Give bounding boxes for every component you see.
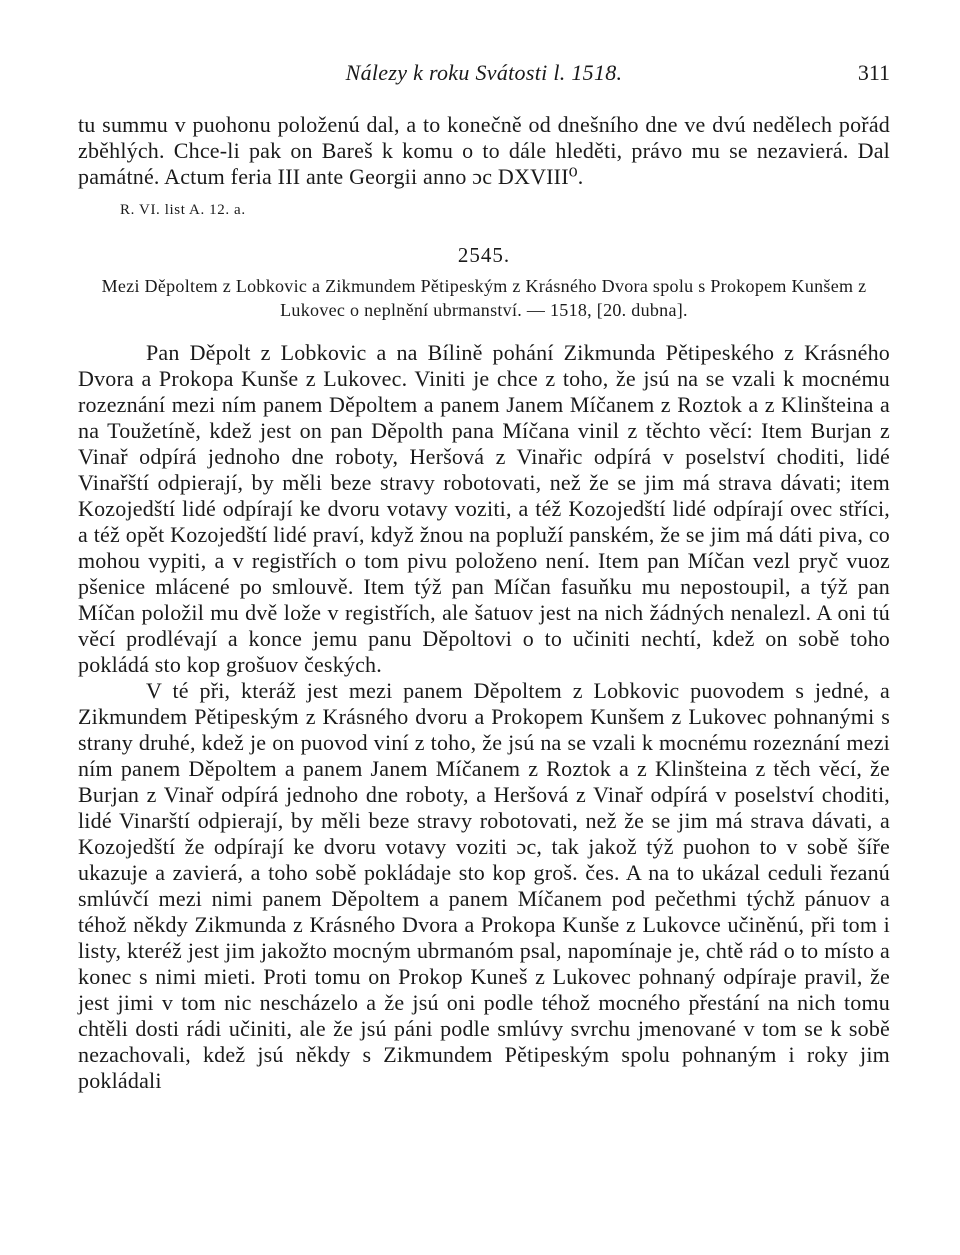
entry-summary: Mezi Děpoltem z Lobkovic a Zikmundem Pětipeským z Krásného Dvora spolu s Prokopem Kunšem z Lukovec o neplnění ubrmanství. — 1518, [20. dubna]. [101, 276, 867, 320]
archive-citation: R. VI. list A. 12. a. [120, 202, 246, 218]
page-header [78, 60, 890, 100]
body-paragraph: V té při, kteráž jest mezi panem Děpoltem z Lobkovic puovodem s jedné, a Zikmundem Pětipeským z Krásného dvoru a Prokopem Kunšem z Lukovec pohnanými s strany druhé, kdež je on puovod viní z toho, že jsú na se vzali k mocnému rozeznání mezi ním panem Děpoltem a panem Janem Míčanem z Roztok a z Klinšteina z těch věcí, že Burjan z Vinař odpírá jednoho dne roboty, a Heršová z Vinař odpírá v poselství choditi, lidé Vinarští odpierají, by měli beze stravy robotovati, než že se jim má strava dávati, a Kozojedští že odpírají ke dvoru votavy voziti ɔc, tak jakož týž puohon to v sobě šíře ukazuje a zavierá, a toho sobě pokládaje sto kop groš. čes. A na to ukázal ceduli řezanú smlúvčí mezi nimi panem Děpoltem a panem Míčanem pod pečethmi týchž pánuov a téhož někdy Zikmunda z Krásného Dvora a Prokopa Kunše z Lukovce učiněnú, při tom i listy, kteréž jest jim jakožto mocným ubrmanóm psal, napomínaje je, chtě rád o to místo a konec s nimi mieti. Proti tomu on Prokop Kuneš z Lukovec pohnaný odpíraje pravil, že jest jimi v tom nic nescházelo a že jsú oni podle téhož mocného přestání na nich tomu chtěli dosti rádi učiniti, ale že jsú páni podle smlúvy svrchu jmenované v tom se k sobě nezachovali, kdež jsú někdy s Zikmundem Pětipeským spolu pohnaným i roky jim pokládali [78, 678, 890, 1093]
continuation-paragraph: tu summu v puohonu položenú dal, a to konečně od dnešního dne ve dvú nedělech pořád zběhlých. Chce-li pak on Bareš k komu o to dále hleděti, právo mu se nezavierá. Dal památné. Actum feria III ante Georgii anno ɔc DXVIII⁰. [78, 112, 890, 189]
entry-number: 2545. [457, 243, 511, 267]
page-number: 311 [857, 60, 890, 85]
page-content [78, 112, 890, 1094]
entry-body [78, 340, 890, 1094]
running-title: Nálezy k roku Svátosti l. 1518. [345, 60, 623, 85]
body-paragraph: Pan Děpolt z Lobkovic a na Bílině pohání Zikmunda Pětipeského z Krásného Dvora a Prokopa Kunše z Lukovec. Viniti je chce z toho, že jsú na se vzali k mocnému rozeznání mezi ním panem Děpoltem a panem Janem Míčanem z Roztok a z Klinšteina a na Toužetíně, kdež jest on pan Děpolth pana Míčana vinil z těchto věcí: Item Burjan z Vinař odpírá jednoho dne roboty, Heršová z Vinařic odpírá v poselství choditi, lidé Vinařští odpierají, by měli beze stravy robotovati, než že se jim má strava dávati; item Kozojedští lidé odpírají ke dvoru votavy voziti, a též Kozojedští lidé odpírají ovec stříci, a též opět Kozojedští lidé praví, když žnou na popluží panském, že se jim má dáti piva, co mohou vypiti, a v registřích o tom pivu položeno není. Item pan Míčan vezl pryč vuoz pšenice mlácené po smlouvě. Item týž pan Míčan fasuňku mu nepostoupil, a týž pan Míčan položil mu dvě lože v registřích, ale šatuov jest na nich žádných nenalezl. A oni tú věcí prodlévají a konce jemu panu Děpoltovi o to učiniti nechtí, kdež on sobě toho pokládá sto kop grošuov českých. [78, 340, 890, 677]
